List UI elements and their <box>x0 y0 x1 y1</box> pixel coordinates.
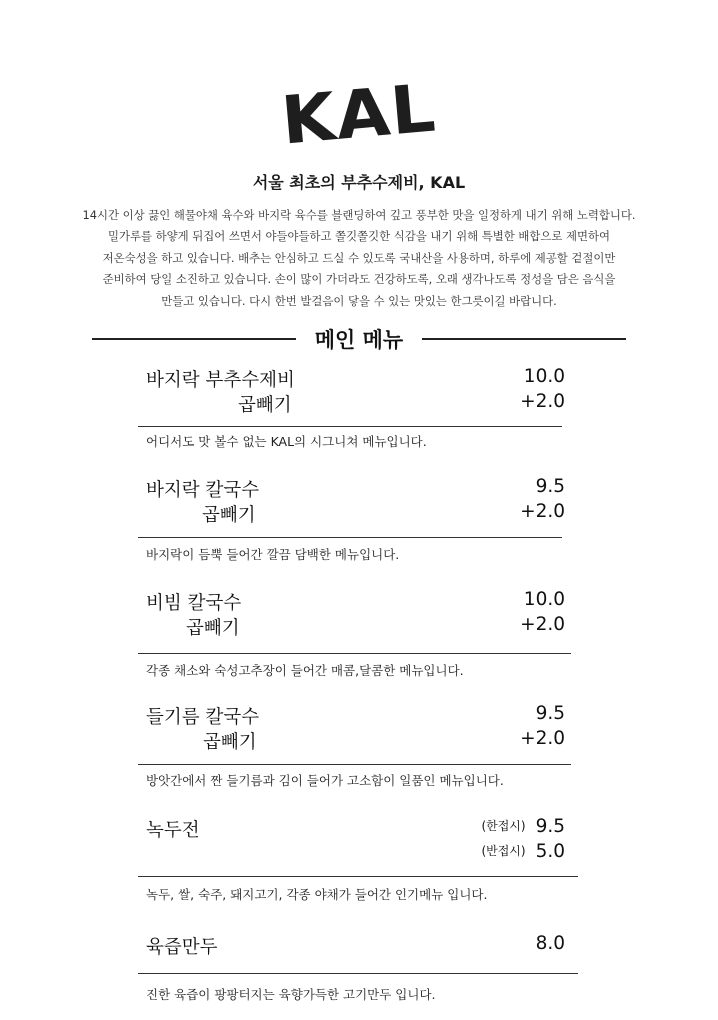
menu-item-price: 10.0 <box>523 366 565 387</box>
menu-item-description: 방앗간에서 짠 들기름과 김이 들어가 고소함이 일품인 메뉴입니다. <box>146 773 504 788</box>
intro-line: 준비하여 당일 소진하고 있습니다. 손이 많이 가더라도 건강하도록, 오래 생각나도록 정성을 담은 음식을 <box>102 272 616 287</box>
menu-item-option: 곱빼기 <box>186 618 240 639</box>
menu-item-divider <box>138 537 562 538</box>
menu-item-price: 9.5 <box>535 816 565 837</box>
menu-item-option: 곱빼기 <box>238 395 292 416</box>
menu-item-name: 바지락 부추수제비 <box>146 370 295 391</box>
menu-item-name: 육즙만두 <box>146 937 218 958</box>
tagline: 서울 최초의 부추수제비, KAL <box>252 173 466 192</box>
menu-item-divider <box>138 653 571 654</box>
menu-item-option: 곱빼기 <box>202 505 256 526</box>
menu-item-option-price: +2.0 <box>520 501 565 522</box>
section-title: 메인 메뉴 <box>314 328 404 352</box>
section-header <box>92 322 626 356</box>
logo <box>0 69 718 160</box>
menu-item-divider <box>138 973 578 974</box>
menu-item-size-label: (반접시) <box>481 844 526 858</box>
menu-item-divider <box>138 426 562 427</box>
intro-line: 저온숙성을 하고 있습니다. 배추는 안심하고 드실 수 있도록 국내산을 사용하며, 하루에 제공할 겉절이만 <box>102 250 616 265</box>
menu-item-description: 각종 채소와 숙성고추장이 들어간 매콤,달콤한 메뉴입니다. <box>146 663 464 678</box>
menu-item-size-label: (한접시) <box>481 819 526 833</box>
intro-line: 밀가루를 하얗게 뒤집어 쓰면서 야들야들하고 쫄깃쫄깃한 식감을 내기 위해 특별한 배합으로 제면하여 <box>108 229 610 244</box>
menu-item-name: 들기름 칼국수 <box>146 707 260 728</box>
menu-item-price: 10.0 <box>523 589 565 610</box>
menu-item-price: 5.0 <box>535 841 565 862</box>
menu-item-option-price: +2.0 <box>520 728 565 749</box>
menu-item-description: 바지락이 듬뿍 들어간 깔끔 담백한 메뉴입니다. <box>146 547 400 562</box>
menu-item-price: 9.5 <box>535 476 565 497</box>
intro-line: 14시간 이상 끓인 해물야채 육수와 바지락 육수를 블랜딩하여 깊고 풍부한 맛을 일정하게 내기 위해 노력합니다. <box>82 208 636 222</box>
section-rule-right <box>422 338 626 340</box>
menu-item-option-price: +2.0 <box>520 614 565 635</box>
intro-line: 만들고 있습니다. 다시 한번 발걸음이 닿을 수 있는 맛있는 한그릇이길 바랍니다. <box>161 293 557 308</box>
menu-item-divider <box>138 764 571 765</box>
menu-item-description: 어디서도 맛 볼수 없는 KAL의 시그니쳐 메뉴입니다. <box>146 434 427 449</box>
intro-paragraph <box>40 205 678 312</box>
menu-item-price: 8.0 <box>535 933 565 954</box>
menu-item-description: 녹두, 쌀, 숙주, 돼지고기, 각종 야채가 들어간 인기메뉴 입니다. <box>146 887 488 902</box>
menu-item-option-price: +2.0 <box>520 391 565 412</box>
menu-item-name: 바지락 칼국수 <box>146 480 260 501</box>
logo-text: KAL <box>278 69 440 160</box>
menu-item-size-price <box>481 816 565 837</box>
menu-item-name: 녹두전 <box>146 820 200 841</box>
menu-item-divider <box>138 876 578 877</box>
menu-item-price: 9.5 <box>535 703 565 724</box>
menu-item-option: 곱빼기 <box>203 732 257 753</box>
menu-item-name: 비빔 칼국수 <box>146 593 242 614</box>
menu-item-size-price <box>481 841 565 862</box>
menu-item-description: 진한 육즙이 팡팡터지는 육향가득한 고기만두 입니다. <box>146 987 436 1002</box>
